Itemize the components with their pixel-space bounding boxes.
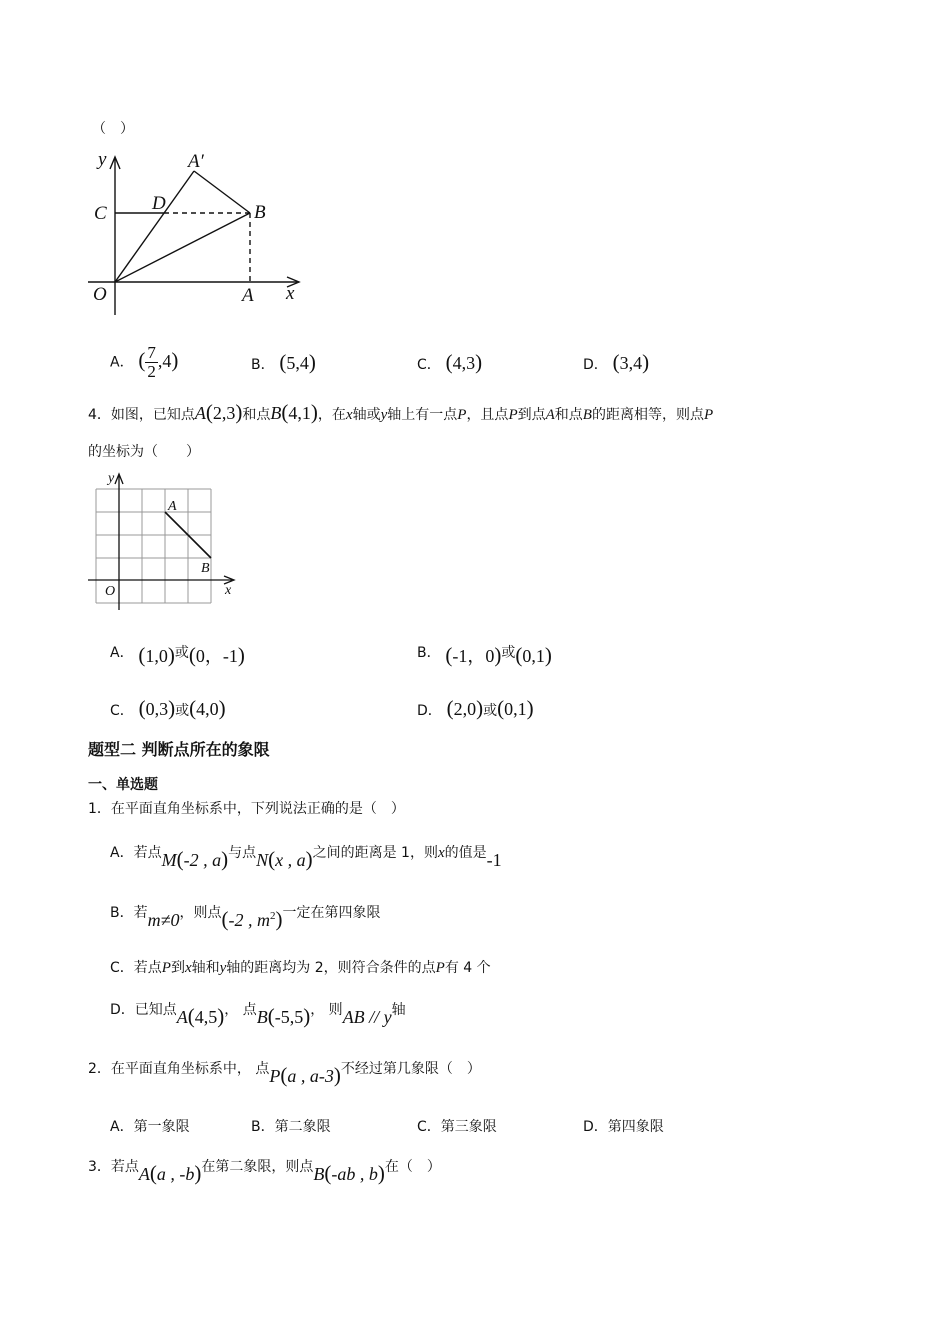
var-y: y — [219, 960, 227, 976]
text: 在（ ） — [384, 1159, 441, 1175]
text: ， 点 — [224, 1002, 257, 1018]
question-number: 2． — [88, 1061, 111, 1077]
q4-option-c[interactable]: C． (0,3)或(4,0) — [110, 696, 226, 720]
coord-m: -2 , a — [183, 850, 222, 870]
text: ，在 — [317, 407, 346, 423]
text: 到 — [170, 960, 185, 976]
point-a: A — [194, 403, 206, 423]
text: 若点 — [133, 845, 162, 861]
fig-label-o: O — [105, 584, 116, 599]
q4-figure — [84, 470, 244, 618]
text: 一定在第四象限 — [282, 905, 381, 921]
point-n: N — [256, 850, 269, 870]
q3-figure — [82, 145, 312, 320]
fig-label-o: O — [93, 284, 107, 305]
option-letter: A． — [110, 645, 134, 661]
q3-stem-tail: （ ） — [92, 121, 134, 137]
q3-option-a[interactable]: A． ( $\frac{7}{2}$ ,4) — [110, 343, 179, 381]
text: 之间的距离是 1，则 — [312, 845, 438, 861]
s2-stem: 2．在平面直角坐标系中， 点P(a , a-3)不经过第几象限（ ） — [88, 1061, 481, 1087]
s1-option-d[interactable]: D．已知点A(4,5)， 点B(-5,5)， 则AB // y轴 — [110, 1002, 406, 1028]
q3-option-b[interactable]: B． (5,4) — [251, 350, 316, 374]
option-letter: D． — [583, 357, 608, 373]
text: ，则点 — [179, 905, 222, 921]
value-1: 0,3 — [145, 699, 169, 719]
point-b: B — [256, 1007, 268, 1027]
coord-p: a , a-3 — [287, 1066, 334, 1086]
fig-label-x: x — [225, 583, 232, 598]
segment-ob — [115, 213, 250, 282]
fraction-numerator: 7 — [147, 343, 156, 362]
or-text: 或 — [483, 703, 498, 719]
coord-n: x , a — [275, 850, 306, 870]
fig-label-b: B — [254, 202, 266, 223]
q4-option-a[interactable]: A． (1,0)或(0，-1) — [110, 643, 245, 667]
fig-label-y: y — [108, 471, 115, 486]
option-d-value: 3,4 — [619, 353, 643, 373]
or-text: 或 — [501, 645, 516, 661]
exponent: 2 — [270, 910, 276, 922]
value-1: 1,0 — [145, 646, 168, 666]
q3-option-d[interactable]: D． (3,4) — [583, 350, 650, 374]
text: 若点 — [110, 1159, 139, 1175]
value-1: 2,0 — [453, 699, 477, 719]
option-letter: B． — [417, 645, 441, 661]
text: 轴和 — [191, 960, 220, 976]
value-2: 4,0 — [196, 699, 219, 719]
text: 轴上有一点 — [387, 407, 458, 423]
s1-option-b[interactable]: B．若m≠0，则点(-2 , $m^2$)一定在第四象限 — [110, 905, 381, 931]
s2-option-c[interactable] — [417, 1116, 497, 1136]
text: 到点 — [517, 407, 546, 423]
option-text: 第三象限 — [440, 1119, 497, 1135]
option-letter: C． — [110, 703, 134, 719]
option-letter: D． — [417, 703, 442, 719]
coord-a: 4,5 — [194, 1007, 218, 1027]
section-subtitle: 一、单选题 — [88, 777, 158, 793]
option-letter: A． — [110, 1119, 134, 1135]
s2-option-b[interactable] — [251, 1116, 331, 1136]
fig-label-c: C — [94, 203, 107, 224]
var-p: P — [435, 960, 445, 976]
option-text: 第四象限 — [607, 1119, 664, 1135]
option-c-value: 4,3 — [452, 353, 476, 373]
text: 在平面直角坐标系中， 点 — [110, 1061, 270, 1077]
point-b: B — [270, 403, 282, 423]
text: 在平面直角坐标系中，下列说法正确的是（ ） — [110, 801, 405, 817]
option-letter: B． — [251, 1119, 275, 1135]
text: ，且点 — [466, 407, 509, 423]
var-x: x — [345, 407, 353, 423]
var-p: P — [703, 407, 714, 423]
question-number: 3． — [88, 1159, 111, 1175]
text: 在第二象限，则点 — [201, 1159, 314, 1175]
value-1: -1，0 — [452, 646, 495, 666]
point-p: P — [269, 1066, 281, 1086]
option-text: 第一象限 — [133, 1119, 190, 1135]
value: -1 — [486, 850, 502, 870]
text: 若点 — [133, 960, 162, 976]
text: ， 则 — [310, 1002, 343, 1018]
q4-stem-line2: 的坐标为（ ） — [88, 444, 200, 460]
option-letter: C． — [417, 1119, 441, 1135]
coord-b: -ab , b — [331, 1164, 378, 1184]
coord-a: a , -b — [156, 1164, 195, 1184]
text: 已知点 — [134, 1002, 177, 1018]
segment-oa-prime — [115, 171, 194, 282]
s3-stem: 3．若点A(a , -b)在第二象限，则点B(-ab , b)在（ ） — [88, 1159, 441, 1185]
q4-stem: 4．如图，已知点A(2,3)和点B(4,1)，在x轴或y轴上有一点P，且点P到点A和点B的距离相等，则点P — [88, 400, 714, 424]
text: 和点 — [554, 407, 583, 423]
var-y: y — [380, 407, 388, 423]
var-p: P — [508, 407, 518, 423]
point-a: A — [138, 1164, 150, 1184]
text: 的值是 — [444, 845, 487, 861]
coord-a: 2,3 — [212, 403, 236, 423]
fig-label-b: B — [201, 561, 210, 576]
s2-option-d[interactable] — [583, 1116, 664, 1136]
text: 的距离相等，则点 — [591, 407, 704, 423]
fraction-denominator: 2 — [147, 362, 156, 381]
option-letter: B． — [110, 905, 134, 921]
coord-b: -5,5 — [274, 1007, 304, 1027]
s1-option-c[interactable] — [110, 957, 491, 977]
option-letter: D． — [583, 1119, 608, 1135]
or-text: 或 — [174, 645, 189, 661]
point-b: B — [313, 1164, 325, 1184]
text: 若 — [133, 905, 148, 921]
or-text: 或 — [175, 703, 190, 719]
segment-a-prime-b — [194, 171, 250, 213]
value-2: 0，-1 — [195, 646, 238, 666]
option-letter: D． — [110, 1002, 135, 1018]
s1-stem — [88, 798, 405, 818]
text: 和点 — [242, 407, 271, 423]
text: 有 4 个 — [444, 960, 491, 976]
var-p: P — [457, 407, 467, 423]
text: 如图，已知点 — [110, 407, 195, 423]
question-number: 1． — [88, 801, 111, 817]
text: 不经过第几象限（ ） — [340, 1061, 481, 1077]
var-b: B — [582, 407, 592, 423]
point-a: A — [176, 1007, 188, 1027]
condition: m≠0 — [147, 910, 180, 930]
option-a-tail: ,4 — [157, 350, 172, 371]
fig-label-x: x — [286, 283, 295, 304]
fig-label-a-prime: A′ — [188, 151, 204, 172]
var-x: x — [437, 845, 445, 861]
value-2: 0,1 — [504, 699, 527, 719]
parallel-expression: AB // y — [342, 1007, 392, 1027]
option-letter: B． — [251, 357, 275, 373]
section-title: 题型二 判断点所在的象限 — [88, 740, 270, 759]
var-a: A — [545, 407, 555, 423]
option-letter: A． — [110, 845, 134, 861]
var-x: x — [184, 960, 192, 976]
question-number: 4． — [88, 407, 111, 423]
option-letter: C． — [417, 357, 441, 373]
text: 轴或 — [352, 407, 381, 423]
coord-b: 4,1 — [288, 403, 311, 423]
s1-option-a[interactable]: A．若点M(-2 , a)与点N(x , a)之间的距离是 1，则x的值是-1 — [110, 845, 502, 871]
q3-option-c[interactable]: C． (4,3) — [417, 350, 483, 374]
fig-label-d: D — [152, 193, 166, 214]
q4-option-d[interactable]: D． (2,0)或(0,1) — [417, 696, 534, 720]
value-2: 0,1 — [522, 646, 545, 666]
option-letter: A． — [110, 354, 134, 371]
option-text: 第二象限 — [274, 1119, 331, 1135]
q4-option-b[interactable]: B． (-1，0)或(0,1) — [417, 643, 552, 667]
option-b-value: 5,4 — [286, 353, 309, 373]
s2-option-a[interactable] — [110, 1116, 190, 1136]
text: 与点 — [228, 845, 257, 861]
fig-label-a: A — [168, 499, 177, 514]
option-letter: C． — [110, 960, 134, 976]
fig-label-y: y — [98, 149, 107, 170]
coord-point: -2 , m — [228, 910, 270, 930]
fig-label-a: A — [242, 285, 254, 306]
text: 轴 — [391, 1002, 406, 1018]
var-p: P — [161, 960, 171, 976]
text: 轴的距离均为 2，则符合条件的点 — [226, 960, 436, 976]
point-m: M — [161, 850, 177, 870]
